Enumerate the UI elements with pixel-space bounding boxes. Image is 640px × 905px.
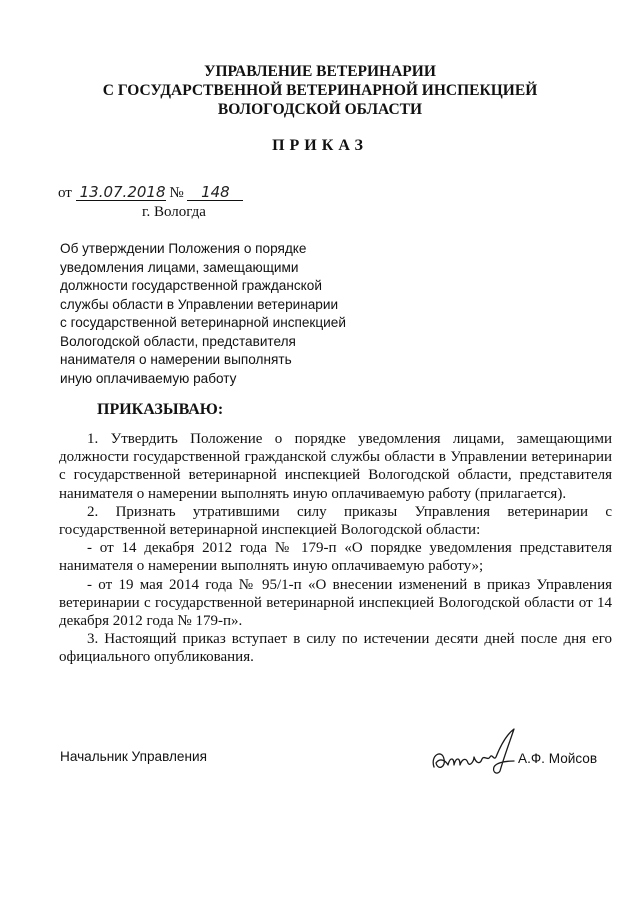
number-label: № [169, 185, 184, 201]
order-subject [60, 240, 380, 388]
city: г. Вологда [142, 204, 206, 220]
signatory-position: Начальник Управления [60, 749, 207, 764]
subject-line: службы области в Управлении ветеринарии [60, 296, 339, 312]
paragraph-3: 3. Настоящий приказ вступает в силу по истечении десяти дней после дня его официального опубликования. [59, 631, 612, 666]
signature-scribble [430, 727, 520, 777]
paragraph-2a: - от 14 декабря 2012 года № 179-п «О порядке уведомления представителя нанимателя о намерении выполнять иную оплачиваемую работу»; [59, 540, 612, 575]
header-line-2: С ГОСУДАРСТВЕННОЙ ВЕТЕРИНАРНОЙ ИНСПЕКЦИЕЙ [102, 82, 538, 99]
subject-line: Об утверждении Положения о порядке [60, 241, 307, 256]
subject-line: должности государственной гражданской [60, 278, 322, 293]
subject-line: Вологодской области, представителя [60, 333, 296, 349]
header-line-1: УПРАВЛЕНИЕ ВЕТЕРИНАРИИ [204, 63, 436, 80]
handwritten-number: 148 [187, 185, 243, 201]
order-body [59, 430, 612, 667]
paragraph-2b: - от 19 мая 2014 года № 95/1-п «О внесении изменений в приказ Управления ветеринарии с государственной ветеринарной инспекцией Вологодской области от 14 декабря 2012 года № 179-п». [59, 576, 612, 630]
order-word: ПРИКАЗЫВАЮ: [97, 401, 224, 418]
header-line-3: ВОЛОГОДСКОЙ ОБЛАСТИ [217, 101, 423, 118]
date-number-line [58, 185, 243, 202]
signatory-name: А.Ф. Мойсов [518, 751, 598, 766]
paragraph-2: 2. Признать утратившими силу приказы Управления ветеринарии с государственной ветеринарной инспекцией Вологодской области: [59, 503, 612, 539]
paragraph-1: 1. Утвердить Положение о порядке уведомления лицами, замещающими должности государственной гражданской службы области в Управлении ветеринарии с государственной ветеринарной инспекцией Вологодской области, представителя нанимателя о намерении выполнять иную оплачиваемую работу (прилагается). [59, 431, 612, 502]
subject-line: нанимателя о намерении выполнять [60, 352, 292, 367]
document-type: ПРИКАЗ [272, 137, 368, 154]
from-label: от [58, 185, 72, 201]
subject-line: с государственной ветеринарной инспекцией [60, 315, 346, 330]
subject-line: иную оплачиваемую работу [60, 370, 237, 386]
document-header [0, 62, 640, 119]
subject-line: уведомления лицами, замещающими [60, 259, 299, 275]
handwritten-date: 13.07.2018 [76, 185, 166, 201]
